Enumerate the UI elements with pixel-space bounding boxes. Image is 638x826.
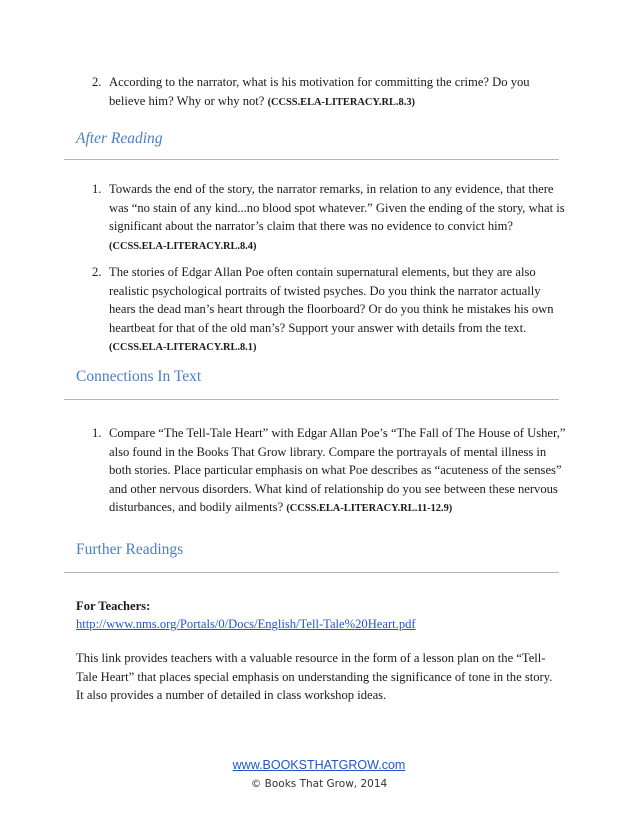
section-heading-further-readings: Further Readings <box>76 541 184 558</box>
resource-link[interactable]: http://www.nms.org/Portals/0/Docs/English/Tell-Tale%20Heart.pdf <box>76 617 416 631</box>
footer-website-link[interactable]: www.BOOKSTHATGROW.com <box>232 758 406 772</box>
resource-description: This link provides teachers with a valuable resource in the form of a lesson plan on the “Tell-Tale Heart” that places special emphasis on understanding the significance of tone in the story. It also provides a number of detailed in class workshop ideas. <box>76 651 553 703</box>
list-item <box>76 180 566 256</box>
connections-list <box>76 424 566 519</box>
question-text: Towards the end of the story, the narrator remarks, in relation to any evidence, that there was “no stain of any kind...no blood spot whatever.” Given the ending of the story, what is significant about the narrator’s claim that there was no evidence to convict him? <box>109 182 565 234</box>
question-text: The stories of Edgar Allan Poe often contain supernatural elements, but they are also realistic psychological portraits of twisted psyches. Do you think the narrator actually hears the dead man’s heart through the floorboard? Or do you think he mistakes his own heartbeat for that of the old man’s? Support your answer with details from the text. <box>109 265 554 335</box>
section-divider <box>64 572 559 573</box>
footer-website-line <box>0 758 638 772</box>
item-number: 2. <box>92 265 102 279</box>
question-text: Compare “The Tell-Tale Heart” with Edgar Allan Poe’s “The Fall of The House of Usher,” also found in the Books That Grow library. Compare the portrayals of mental illness in both stories. Place particular emphasis on what Poe describes as “acuteness of the senses” and other nervous disorders. What kind of relationship do you see between these nervous disturbances, and bodily ailments? <box>109 426 566 515</box>
resource-link-line <box>76 615 556 634</box>
list-item <box>76 263 566 358</box>
list-item <box>76 424 566 519</box>
section-heading-after-reading: After Reading <box>76 130 163 147</box>
item-number: 1. <box>92 182 102 196</box>
footer-copyright: © Books That Grow, 2014 <box>250 778 388 790</box>
for-teachers-label: For Teachers: <box>76 599 151 613</box>
section-divider <box>64 399 559 400</box>
list-item <box>76 73 566 112</box>
standard-code: (CCSS.ELA-LITERACY.RL.8.3) <box>267 96 415 108</box>
standard-code: (CCSS.ELA-LITERACY.RL.11-12.9) <box>286 503 453 515</box>
section-heading-connections: Connections In Text <box>76 368 202 385</box>
standard-code: (CCSS.ELA-LITERACY.RL.8.1) <box>109 342 257 354</box>
section-divider <box>64 159 559 160</box>
question-text: According to the narrator, what is his motivation for committing the crime? Do you believe him? Why or why not? <box>109 75 530 108</box>
after-reading-list <box>76 180 566 256</box>
top-question-list <box>76 73 566 112</box>
item-number: 1. <box>92 426 102 440</box>
after-reading-list-2 <box>76 263 566 358</box>
standard-code: (CCSS.ELA-LITERACY.RL.8.4) <box>109 240 257 252</box>
item-number: 2. <box>92 75 102 89</box>
